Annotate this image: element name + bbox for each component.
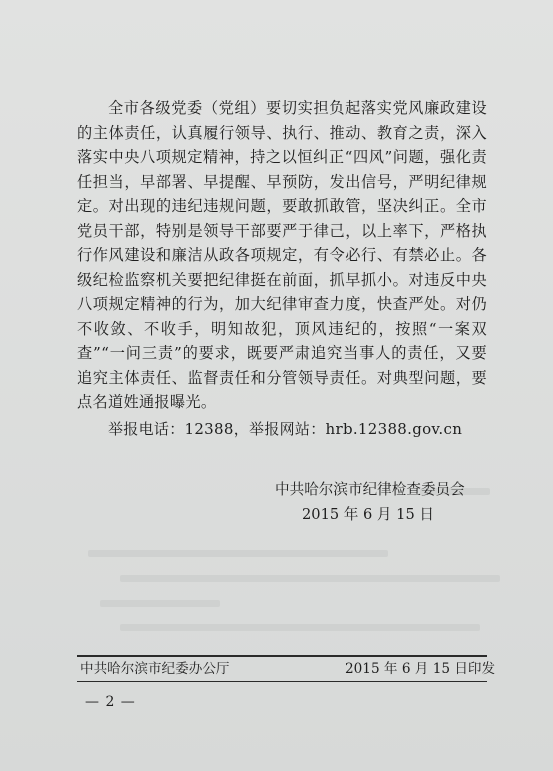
footer-print-date: 2015 年 6 月 15 日印发 bbox=[345, 661, 496, 677]
report-contact-line: 举报电话：12388，举报网站：hrb.12388.gov.cn bbox=[108, 420, 463, 438]
footer-top-rule bbox=[77, 655, 487, 657]
issuer-signature: 中共哈尔滨市纪律检查委员会 bbox=[275, 481, 465, 498]
show-through-mark bbox=[88, 550, 388, 557]
signature-date: 2015 年 6 月 15 日 bbox=[302, 506, 434, 523]
footer-bottom-rule bbox=[77, 681, 487, 682]
show-through-mark bbox=[120, 624, 480, 631]
show-through-mark bbox=[100, 600, 220, 607]
show-through-mark bbox=[120, 575, 500, 582]
footer-issuing-office: 中共哈尔滨市纪委办公厅 bbox=[80, 661, 230, 677]
page-number: — 2 — bbox=[85, 694, 136, 710]
body-paragraph: 全市各级党委（党组）要切实担负起落实党风廉政建设的主体责任，认真履行领导、执行、推动、教育之责，深入落实中央八项规定精神，持之以恒纠正“四风”问题，强化责任担当，早部署、早提醒、早预防，发出信号，严明纪律规定。对出现的违纪违规问题，要敢抓敢管，坚决纠正。全市党员干部，特别是领导干部要严于律己，以上率下，严格执行作风建设和廉洁从政各项规定，有令必行、有禁必止。各级纪检监察机关要把纪律挺在前面，抓早抓小。对违反中央八项规定精神的行为，加大纪律审查力度，快查严处。对仍不收敛、不收手，明知故犯，顶风违纪的，按照“一案双查”“一问三责”的要求，既要严肃追究当事人的责任，又要追究主体责任、监督责任和分管领导责任。对典型问题，要点名道姓通报曝光。 bbox=[77, 99, 487, 411]
